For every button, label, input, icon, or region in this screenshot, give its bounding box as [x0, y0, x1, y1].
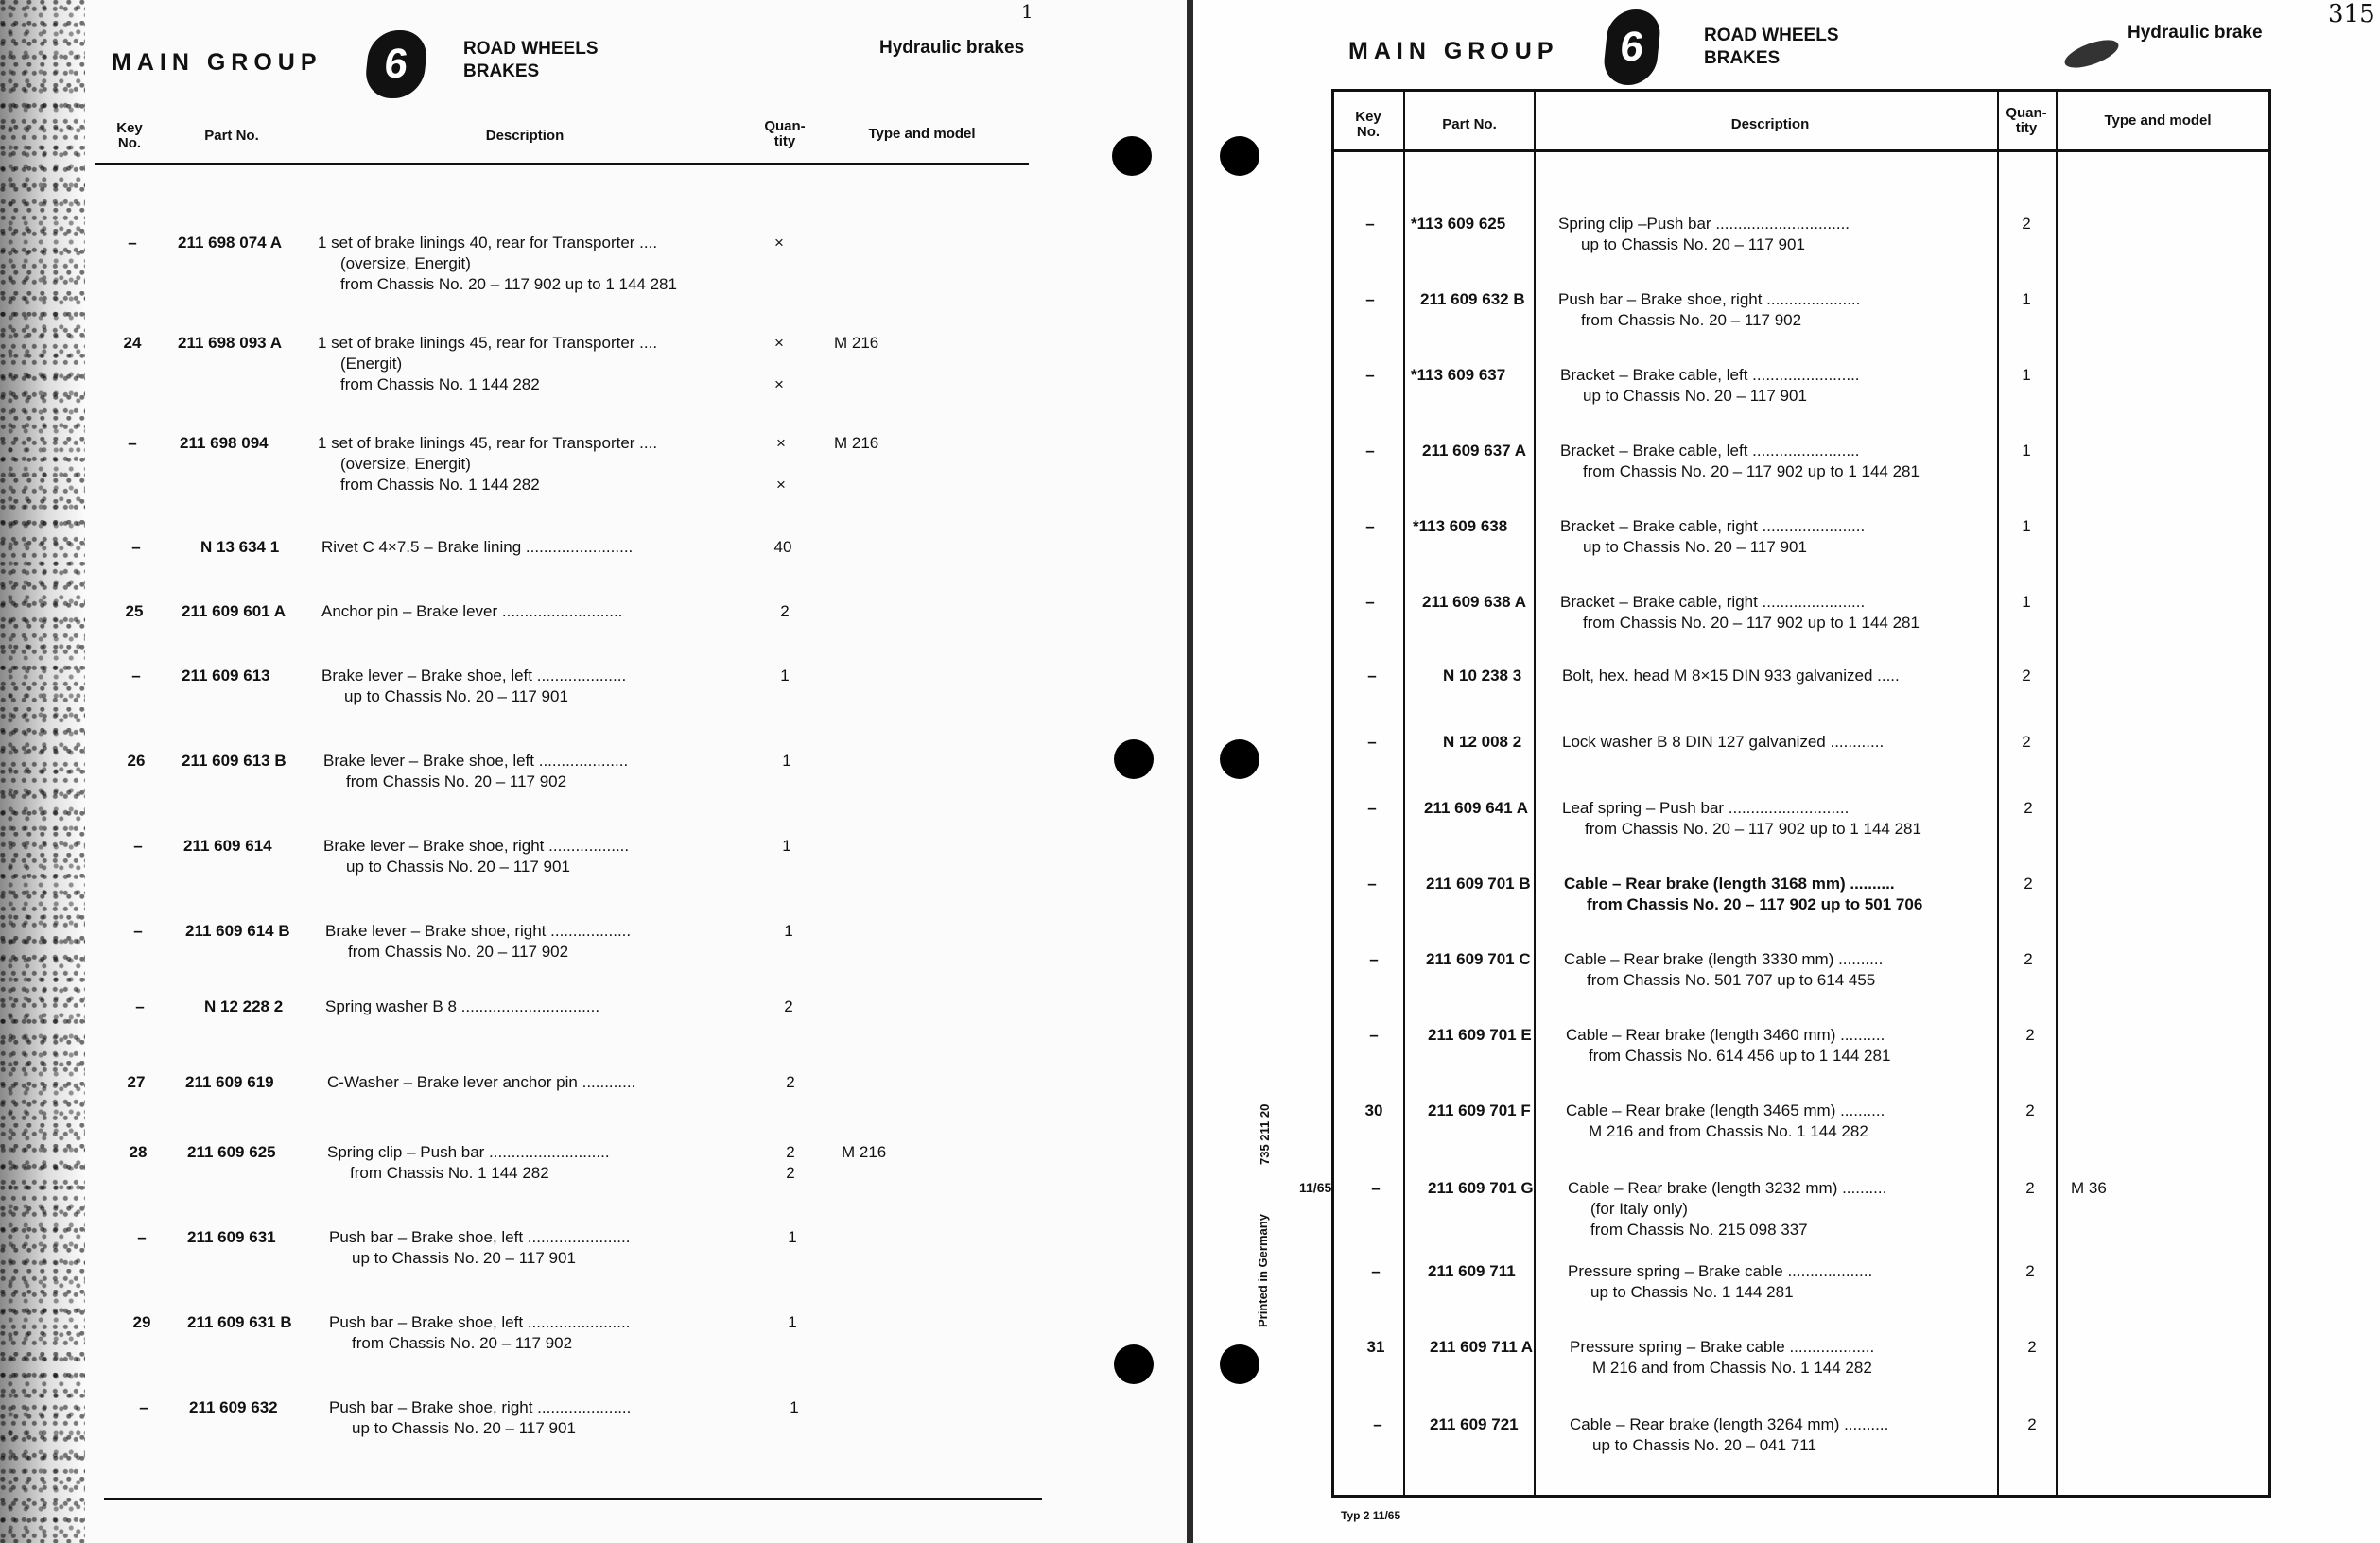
key-no: – [128, 434, 137, 452]
desc-line: Cable – Rear brake (length 3168 mm) .......... [1564, 875, 1895, 893]
right-page [1193, 0, 2380, 1543]
key-no: – [139, 1398, 148, 1416]
part-no: 211 698 094 [180, 434, 269, 452]
desc-line: Bracket – Brake cable, right ....................... [1560, 593, 1866, 611]
header-rule [1331, 149, 2271, 152]
section-title: Hydraulic brakes [879, 38, 1025, 58]
qty-line: × [776, 434, 786, 452]
quantity [768, 601, 802, 622]
qty-line: 1 [790, 1398, 799, 1416]
main-group-label: MAIN GROUP [112, 49, 322, 76]
key-no: – [133, 922, 143, 940]
part-no: 211 609 701 E [1428, 1026, 1532, 1044]
qty-line: × [776, 476, 786, 494]
key-no: – [1367, 733, 1377, 751]
quantity: 2 [2022, 667, 2031, 685]
key-no: – [128, 234, 137, 251]
desc-line: from Chassis No. 215 098 337 [1590, 1221, 1808, 1239]
key-no: – [1369, 950, 1379, 968]
key-no: – [137, 1228, 147, 1246]
quantity [773, 1072, 808, 1093]
binder-hole [1112, 136, 1152, 176]
desc-line: from Chassis No. 614 456 up to 1 144 281 [1589, 1047, 1891, 1065]
col-header-desc: Description [485, 128, 565, 144]
part-no: N 12 008 2 [1443, 733, 1522, 751]
col-divider [1534, 89, 1536, 1498]
qty-line: 1 [780, 667, 790, 685]
desc-line: Brake lever – Brake shoe, left .................... [321, 667, 627, 685]
category-line: BRAKES [463, 61, 540, 81]
description [323, 836, 629, 877]
part-no: N 10 238 3 [1443, 667, 1522, 685]
quantity: 2 [2024, 950, 2033, 968]
qty-line: 2 [784, 997, 793, 1015]
col-header-key-line: No. [117, 135, 142, 151]
part-no: 211 609 641 A [1424, 799, 1528, 817]
part-no: 211 609 701 B [1426, 875, 1531, 893]
key-no: – [131, 667, 141, 685]
description [1558, 214, 1850, 255]
part-no: 211 609 711 A [1430, 1338, 1534, 1356]
desc-line: Push bar – Brake shoe, left ....................... [329, 1313, 631, 1331]
key-no: – [1373, 1415, 1382, 1433]
page-footer: Typ 2 11/65 [1341, 1509, 1401, 1522]
description [1562, 666, 1900, 686]
part-no: 211 698 093 A [178, 334, 282, 352]
qty-line: 1 [784, 922, 793, 940]
quantity [762, 233, 796, 253]
desc-line: 1 set of brake linings 45, rear for Transporter .... [318, 334, 658, 352]
qty-line: 1 [788, 1313, 797, 1331]
quantity: 2 [2022, 215, 2031, 233]
quantity: 2 [2027, 1415, 2037, 1433]
qty-line: × [774, 375, 784, 393]
description [1558, 289, 1860, 331]
col-divider [1997, 89, 1999, 1498]
key-no: – [1369, 1026, 1379, 1044]
part-no: 211 609 614 B [185, 922, 290, 940]
quantity: 2 [2022, 733, 2031, 751]
type-model: M 36 [2071, 1179, 2107, 1197]
ink-smudge [2061, 34, 2122, 73]
description [1566, 1025, 1890, 1066]
part-no: 211 609 638 A [1422, 593, 1526, 611]
desc-line: up to Chassis No. 20 – 117 901 [344, 687, 568, 705]
col-header-desc: Description [1730, 116, 1810, 132]
description [1568, 1261, 1872, 1303]
part-no: 211 609 711 [1428, 1262, 1516, 1280]
part-no: 211 698 074 A [178, 234, 282, 251]
key-no: – [1371, 1179, 1381, 1197]
type-model: M 216 [834, 434, 879, 452]
desc-line: Cable – Rear brake (length 3264 mm) .......... [1570, 1415, 1889, 1433]
section-title: Hydraulic brake [2128, 23, 2263, 43]
col-header-type: Type and model [868, 126, 976, 142]
part-no: N 12 228 2 [204, 997, 284, 1015]
desc-line: M 216 and from Chassis No. 1 144 282 [1592, 1359, 1872, 1377]
part-no: 211 609 632 B [1420, 290, 1525, 308]
description [329, 1227, 630, 1269]
desc-line: Brake lever – Brake shoe, left .................... [323, 752, 629, 770]
quantity: 2 [2024, 799, 2033, 817]
desc-line: (Energit) [340, 355, 403, 373]
binder-hole [1220, 1344, 1259, 1384]
desc-line: from Chassis No. 20 – 117 902 up to 501 706 [1587, 895, 1923, 913]
qty-line: 1 [782, 837, 791, 855]
key-no: 26 [127, 752, 146, 770]
type-model: M 216 [834, 334, 879, 352]
desc-line: Cable – Rear brake (length 3460 mm) .......... [1566, 1026, 1885, 1044]
desc-line: up to Chassis No. 20 – 117 901 [1583, 387, 1807, 405]
key-no: 28 [129, 1143, 148, 1161]
desc-line: (oversize, Energit) [340, 455, 471, 473]
qty-line: 1 [782, 752, 791, 770]
quantity: 2 [2025, 1262, 2035, 1280]
description [329, 1397, 631, 1439]
part-no: 211 609 613 B [182, 752, 287, 770]
desc-line: from Chassis No. 501 707 up to 614 455 [1587, 971, 1876, 989]
description [1570, 1414, 1888, 1456]
col-header-qty [1999, 106, 2054, 136]
part-no: 211 609 721 [1430, 1415, 1519, 1433]
col-header-qty-line: tity [2015, 120, 2038, 136]
quantity [768, 666, 802, 686]
description [1570, 1337, 1874, 1378]
page-number: 315 [2328, 0, 2375, 28]
type-model: M 216 [842, 1143, 887, 1161]
desc-line: from Chassis No. 20 – 117 902 up to 1 144 281 [1583, 462, 1920, 480]
qty-line: 2 [786, 1143, 795, 1161]
description [329, 1312, 630, 1354]
quantity [772, 997, 806, 1017]
header-rule [95, 163, 1029, 165]
col-header-qty-line: tity [773, 133, 796, 149]
desc-line: Bracket – Brake cable, right ....................... [1560, 517, 1866, 535]
description [321, 601, 622, 622]
qty-line: 40 [773, 538, 792, 556]
quantity: 2 [2024, 875, 2033, 893]
key-no: 29 [132, 1313, 151, 1331]
desc-line: up to Chassis No. 20 – 117 901 [1581, 235, 1805, 253]
description [323, 751, 628, 792]
quantity: 1 [2022, 366, 2031, 384]
part-no: *113 609 637 [1411, 366, 1506, 384]
quantity [773, 1142, 808, 1184]
binder-hole [1114, 739, 1154, 779]
page-mark: 1 [1021, 0, 1034, 23]
quantity: 2 [2025, 1179, 2035, 1197]
desc-line: Spring clip – Push bar ........................... [327, 1143, 610, 1161]
quantity: 1 [2022, 593, 2031, 611]
desc-line: C-Washer – Brake lever anchor pin ............ [327, 1073, 636, 1091]
part-no: 211 609 601 A [182, 602, 286, 620]
key-no: – [1365, 215, 1375, 233]
part-no: N 13 634 1 [200, 538, 280, 556]
desc-line: Cable – Rear brake (length 3232 mm) .......... [1568, 1179, 1887, 1197]
desc-line: from Chassis No. 1 144 282 [340, 375, 540, 393]
binding-gutter [1187, 0, 1193, 1543]
col-header-part: Part No. [1442, 116, 1497, 132]
bottom-rule [104, 1498, 1042, 1500]
description [1566, 1101, 1885, 1142]
description [327, 1072, 635, 1093]
key-no: – [1367, 799, 1377, 817]
key-no: – [1365, 442, 1375, 459]
category-line: ROAD WHEELS [463, 39, 599, 59]
scan-speckle [0, 0, 85, 1543]
col-header-key [106, 121, 153, 151]
description [325, 921, 631, 962]
col-header-key-line: Key [1355, 109, 1381, 125]
qty-line: 2 [780, 602, 790, 620]
key-no: – [1365, 290, 1375, 308]
desc-line: Pressure spring – Brake cable ................... [1568, 1262, 1873, 1280]
desc-line: Anchor pin – Brake lever ........................... [321, 602, 623, 620]
category-line: ROAD WHEELS [1704, 26, 1839, 45]
desc-line: Push bar – Brake shoe, right ..................... [329, 1398, 632, 1416]
quantity [770, 751, 804, 772]
col-header-qty [752, 119, 818, 149]
side-date: 11/65 [1299, 1180, 1332, 1195]
desc-line: from Chassis No. 20 – 117 902 up to 1 144 281 [1585, 820, 1921, 838]
quantity: 1 [2022, 290, 2031, 308]
description [1564, 874, 1922, 915]
description [1560, 516, 1865, 558]
description [1560, 441, 1920, 482]
key-no: 30 [1364, 1101, 1383, 1119]
key-no: – [135, 997, 145, 1015]
col-header-key-line: Key [116, 120, 143, 136]
qty-line: 2 [786, 1164, 795, 1182]
description [321, 666, 626, 707]
key-no: – [1367, 875, 1377, 893]
quantity: 2 [2027, 1338, 2037, 1356]
qty-line [764, 454, 798, 475]
binder-hole [1114, 1344, 1154, 1384]
quantity [766, 537, 800, 558]
description [318, 233, 677, 295]
desc-line: from Chassis No. 20 – 117 902 up to 1 144 281 [340, 275, 677, 293]
description [1564, 949, 1883, 991]
part-no: 211 609 619 [185, 1073, 274, 1091]
desc-line: Brake lever – Brake shoe, right .................. [323, 837, 630, 855]
group-number-badge: 6 [363, 30, 429, 98]
col-header-key [1335, 110, 1401, 140]
desc-line: Leaf spring – Push bar ........................... [1562, 799, 1850, 817]
desc-line: Lock washer B 8 DIN 127 galvanized ............ [1562, 733, 1885, 751]
main-group-label: MAIN GROUP [1348, 38, 1559, 64]
desc-line: from Chassis No. 1 144 282 [350, 1164, 549, 1182]
description [318, 333, 657, 395]
col-header-qty-line: Quan- [2006, 105, 2047, 121]
binder-hole [1220, 136, 1259, 176]
desc-line: Spring washer B 8 ............................... [325, 997, 600, 1015]
part-no: 211 609 631 [187, 1228, 276, 1246]
description [1568, 1178, 1886, 1240]
desc-line: Cable – Rear brake (length 3330 mm) .......... [1564, 950, 1884, 968]
left-page [0, 0, 1187, 1543]
desc-line: Pressure spring – Brake cable ................... [1570, 1338, 1875, 1356]
description [325, 997, 599, 1017]
print-code: 735 211 20 [1258, 1103, 1272, 1165]
part-no: 211 609 637 A [1422, 442, 1526, 459]
part-no: 211 609 701 C [1426, 950, 1531, 968]
desc-line: from Chassis No. 20 – 117 902 up to 1 144 281 [1583, 614, 1920, 632]
col-divider [1403, 89, 1405, 1498]
col-header-qty-line: Quan- [764, 118, 806, 134]
part-no: 211 609 631 B [187, 1313, 292, 1331]
desc-line: Push bar – Brake shoe, right ..................... [1558, 290, 1861, 308]
desc-line: Rivet C 4×7.5 – Brake lining ........................ [321, 538, 634, 556]
quantity [772, 921, 806, 942]
desc-line: from Chassis No. 1 144 282 [340, 476, 540, 494]
desc-line: up to Chassis No. 20 – 117 901 [352, 1419, 576, 1437]
part-no: 211 609 701 F [1428, 1101, 1531, 1119]
key-no: 24 [123, 334, 142, 352]
description [1560, 365, 1860, 407]
desc-line: Bolt, hex. head M 8×15 DIN 933 galvanized ..... [1562, 667, 1900, 685]
key-no: 25 [125, 602, 144, 620]
desc-line: Bracket – Brake cable, left ........................ [1560, 442, 1860, 459]
qty-line [762, 354, 796, 374]
desc-line: up to Chassis No. 20 – 117 901 [1583, 538, 1807, 556]
part-no: 211 609 625 [187, 1143, 276, 1161]
key-no: – [1365, 517, 1375, 535]
quantity: 1 [2022, 517, 2031, 535]
binder-hole [1220, 739, 1259, 779]
desc-line: 1 set of brake linings 45, rear for Transporter .... [318, 434, 658, 452]
quantity: 2 [2025, 1101, 2035, 1119]
desc-line: from Chassis No. 20 – 117 902 [352, 1334, 573, 1352]
printed-in-label: Printed in Germany [1256, 1214, 1270, 1327]
description [318, 433, 657, 495]
key-no: – [1367, 667, 1377, 685]
key-no: 31 [1366, 1338, 1385, 1356]
description [1560, 592, 1920, 633]
qty-line: 2 [786, 1073, 795, 1091]
col-header-key-line: No. [1356, 124, 1381, 140]
category-title [1704, 25, 1839, 70]
desc-line: (oversize, Energit) [340, 254, 471, 272]
quantity [775, 1227, 809, 1248]
category-title [463, 38, 599, 83]
col-header-part: Part No. [204, 128, 259, 144]
desc-line: Spring clip –Push bar .............................. [1558, 215, 1850, 233]
description [327, 1142, 610, 1184]
description [1562, 732, 1884, 753]
key-no: – [1365, 593, 1375, 611]
desc-line: from Chassis No. 20 – 117 902 [346, 772, 567, 790]
key-no: – [1371, 1262, 1381, 1280]
desc-line: from Chassis No. 20 – 117 902 [1581, 311, 1802, 329]
desc-line: from Chassis No. 20 – 117 902 [348, 943, 569, 961]
part-no: *113 609 625 [1411, 215, 1506, 233]
quantity [775, 1312, 809, 1333]
group-number-badge: 6 [1602, 9, 1662, 85]
description [321, 537, 633, 558]
desc-line: M 216 and from Chassis No. 1 144 282 [1589, 1122, 1868, 1140]
desc-line: up to Chassis No. 1 144 281 [1590, 1283, 1794, 1301]
qty-line: × [774, 234, 784, 251]
desc-line: Bracket – Brake cable, left ........................ [1560, 366, 1860, 384]
part-no: *113 609 638 [1413, 517, 1508, 535]
part-no: 211 609 701 G [1428, 1179, 1534, 1197]
category-line: BRAKES [1704, 48, 1781, 68]
part-no: 211 609 614 [183, 837, 272, 855]
desc-line: up to Chassis No. 20 – 117 901 [352, 1249, 576, 1267]
qty-line: × [774, 334, 784, 352]
quantity: 1 [2022, 442, 2031, 459]
desc-line: Cable – Rear brake (length 3465 mm) .......... [1566, 1101, 1885, 1119]
key-no: – [1365, 366, 1375, 384]
quantity: 2 [2025, 1026, 2035, 1044]
col-header-type: Type and model [2104, 113, 2212, 129]
desc-line: (for Italy only) [1590, 1200, 1688, 1218]
quantity [770, 836, 804, 857]
desc-line: 1 set of brake linings 40, rear for Transporter .... [318, 234, 658, 251]
desc-line: up to Chassis No. 20 – 117 901 [346, 858, 570, 876]
key-no: – [131, 538, 141, 556]
quantity [777, 1397, 811, 1418]
key-no: 27 [127, 1073, 146, 1091]
quantity [762, 333, 796, 395]
col-divider [2056, 89, 2058, 1498]
desc-line: Brake lever – Brake shoe, right .................. [325, 922, 632, 940]
qty-line: 1 [788, 1228, 797, 1246]
part-no: 211 609 613 [182, 667, 270, 685]
part-no: 211 609 632 [189, 1398, 278, 1416]
description [1562, 798, 1921, 840]
key-no: – [133, 837, 143, 855]
desc-line: Push bar – Brake shoe, left ....................... [329, 1228, 631, 1246]
quantity [764, 433, 798, 495]
desc-line: up to Chassis No. 20 – 041 711 [1592, 1436, 1816, 1454]
